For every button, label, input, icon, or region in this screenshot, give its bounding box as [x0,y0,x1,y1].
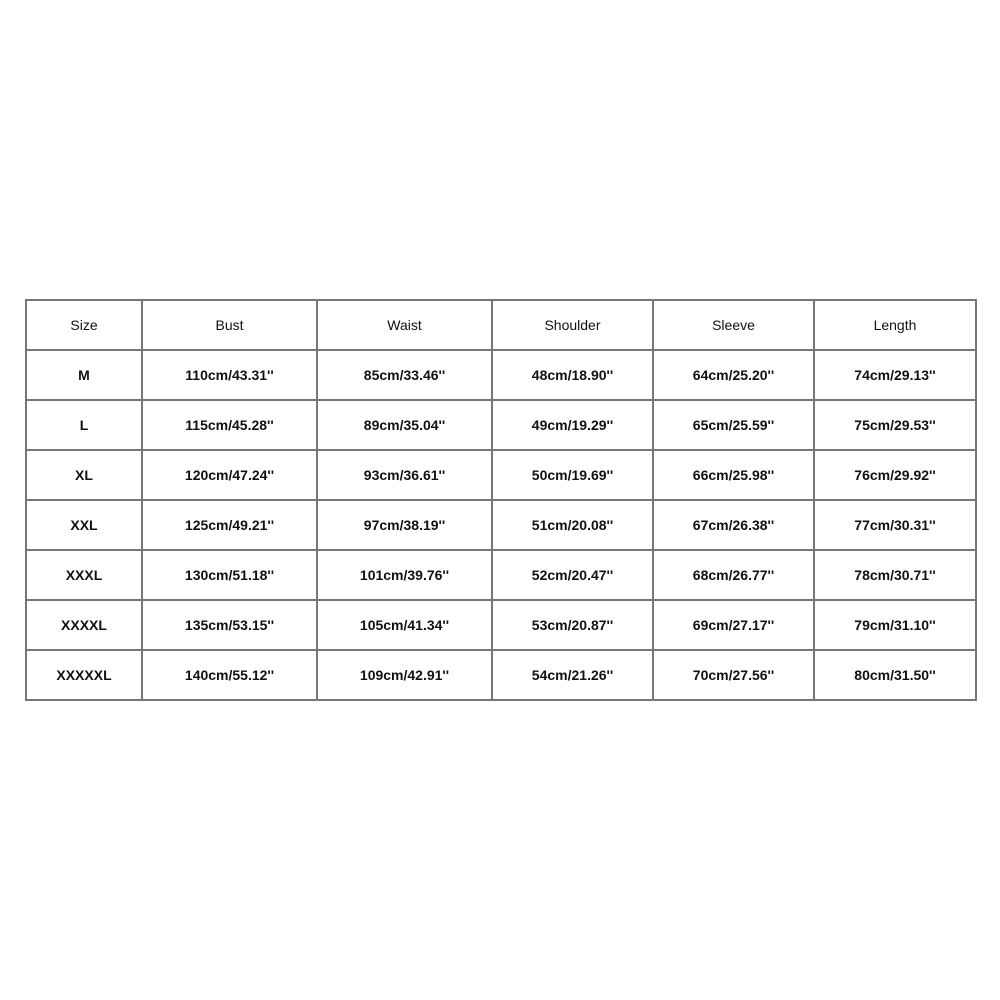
cell-bust: 120cm/47.24'' [143,451,318,501]
cell-length: 74cm/29.13'' [815,351,977,401]
size-chart-table [25,299,977,701]
header-row [27,301,977,351]
cell-waist: 89cm/35.04'' [318,401,493,451]
table-row [27,551,977,601]
table-row [27,451,977,501]
cell-waist: 109cm/42.91'' [318,651,493,701]
cell-sleeve: 64cm/25.20'' [654,351,815,401]
cell-bust: 130cm/51.18'' [143,551,318,601]
cell-bust: 115cm/45.28'' [143,401,318,451]
cell-shoulder: 50cm/19.69'' [493,451,654,501]
header-size: Size [27,301,143,351]
cell-size: XXXXL [27,601,143,651]
cell-sleeve: 70cm/27.56'' [654,651,815,701]
cell-sleeve: 68cm/26.77'' [654,551,815,601]
cell-shoulder: 53cm/20.87'' [493,601,654,651]
cell-sleeve: 65cm/25.59'' [654,401,815,451]
cell-size: XXXL [27,551,143,601]
cell-size: M [27,351,143,401]
header-waist: Waist [318,301,493,351]
cell-shoulder: 52cm/20.47'' [493,551,654,601]
table-row [27,351,977,401]
table-row [27,401,977,451]
header-bust: Bust [143,301,318,351]
cell-bust: 135cm/53.15'' [143,601,318,651]
cell-waist: 93cm/36.61'' [318,451,493,501]
table-row [27,501,977,551]
header-length: Length [815,301,977,351]
cell-sleeve: 66cm/25.98'' [654,451,815,501]
table-row [27,601,977,651]
cell-shoulder: 51cm/20.08'' [493,501,654,551]
cell-waist: 97cm/38.19'' [318,501,493,551]
cell-shoulder: 49cm/19.29'' [493,401,654,451]
cell-waist: 85cm/33.46'' [318,351,493,401]
cell-length: 77cm/30.31'' [815,501,977,551]
cell-shoulder: 54cm/21.26'' [493,651,654,701]
cell-waist: 105cm/41.34'' [318,601,493,651]
cell-length: 76cm/29.92'' [815,451,977,501]
header-sleeve: Sleeve [654,301,815,351]
header-shoulder: Shoulder [493,301,654,351]
cell-length: 78cm/30.71'' [815,551,977,601]
cell-size: XXXXXL [27,651,143,701]
cell-length: 75cm/29.53'' [815,401,977,451]
cell-length: 79cm/31.10'' [815,601,977,651]
cell-bust: 125cm/49.21'' [143,501,318,551]
cell-length: 80cm/31.50'' [815,651,977,701]
cell-sleeve: 67cm/26.38'' [654,501,815,551]
cell-shoulder: 48cm/18.90'' [493,351,654,401]
cell-waist: 101cm/39.76'' [318,551,493,601]
cell-sleeve: 69cm/27.17'' [654,601,815,651]
table-row [27,651,977,701]
cell-size: L [27,401,143,451]
cell-bust: 110cm/43.31'' [143,351,318,401]
cell-size: XL [27,451,143,501]
cell-bust: 140cm/55.12'' [143,651,318,701]
cell-size: XXL [27,501,143,551]
